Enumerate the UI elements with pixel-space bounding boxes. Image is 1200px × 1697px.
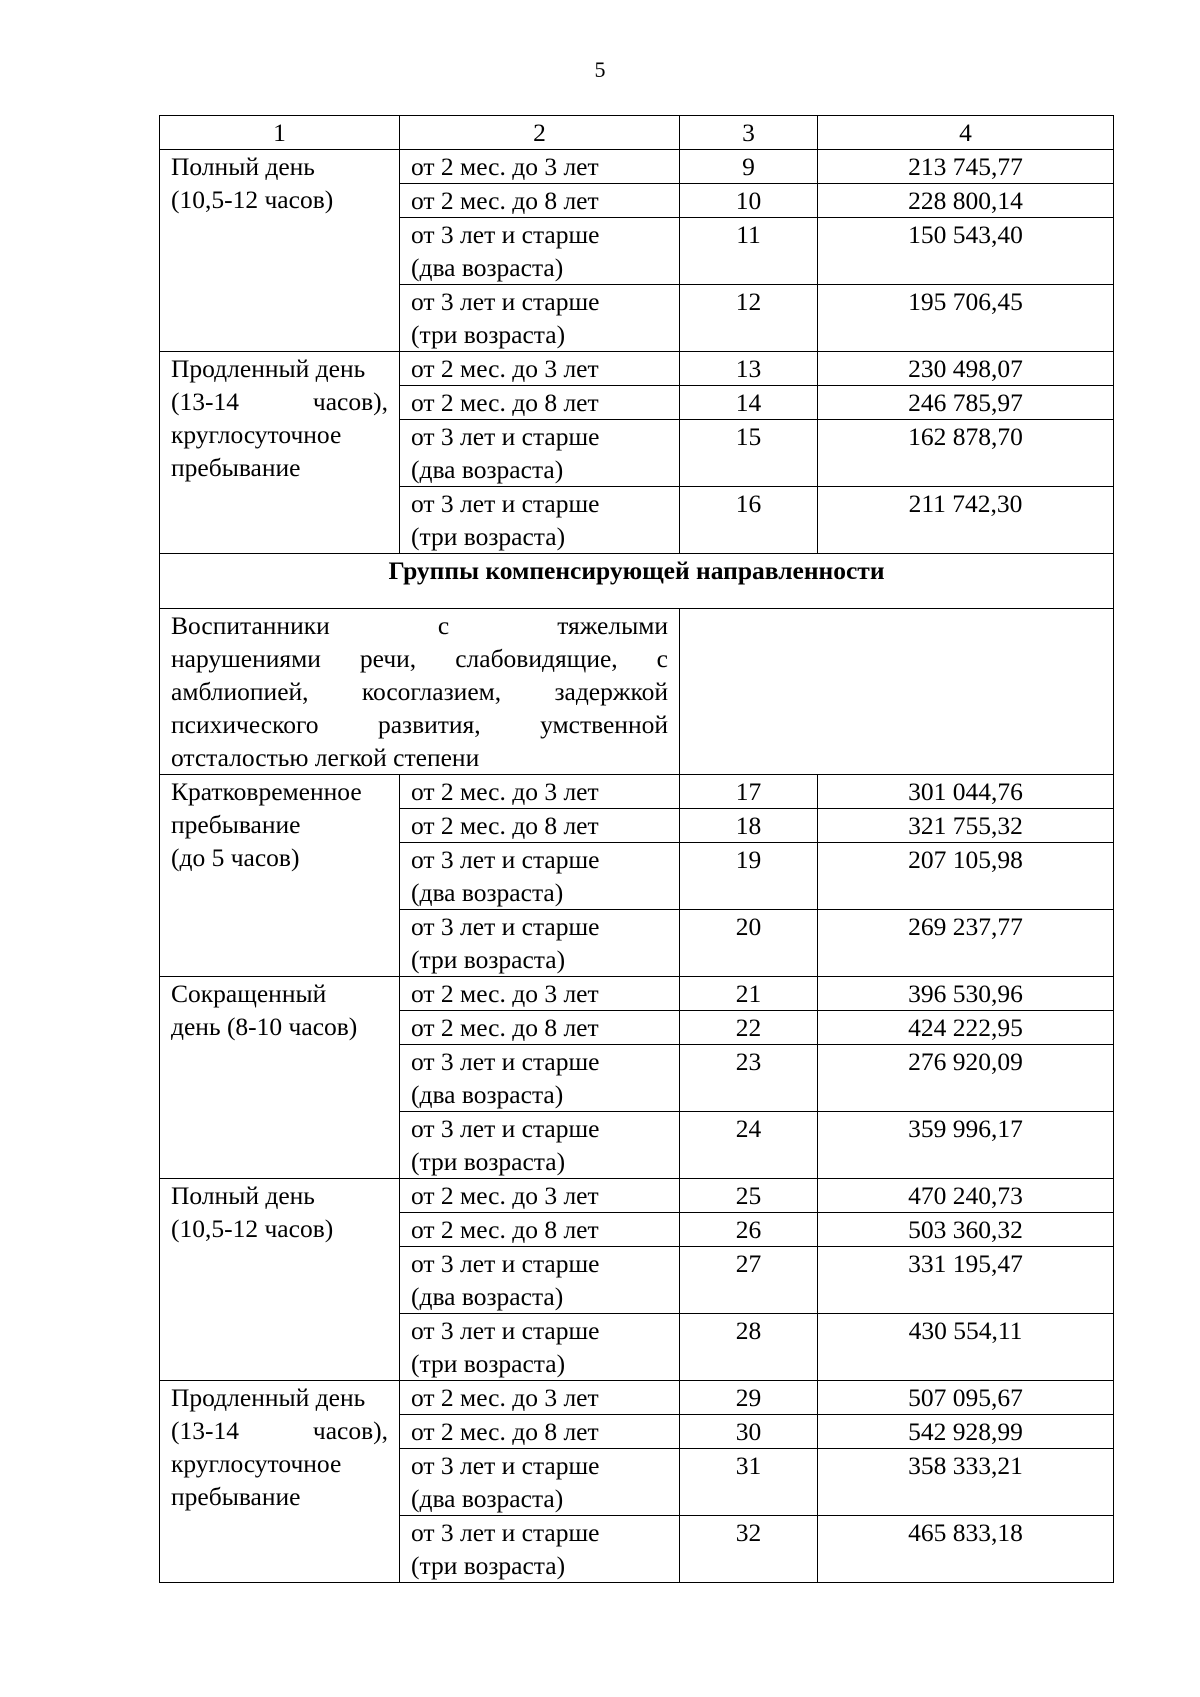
age-text-line: от 3 лет и старше bbox=[411, 845, 600, 874]
cost-value-cell: 424 222,95 bbox=[818, 1011, 1114, 1045]
row-number-cell: 26 bbox=[680, 1213, 818, 1247]
cost-value-cell: 542 928,99 bbox=[818, 1415, 1114, 1449]
mode-label-line: (13-14 часов), bbox=[171, 387, 388, 416]
age-text-line: (три возраста) bbox=[411, 1551, 566, 1580]
age-cell bbox=[400, 1112, 680, 1179]
age-text-line: (три возраста) bbox=[411, 1147, 566, 1176]
age-cell bbox=[400, 1011, 680, 1045]
age-cell bbox=[400, 1449, 680, 1516]
mode-cell bbox=[160, 977, 400, 1179]
age-text-line: (три возраста) bbox=[411, 945, 566, 974]
age-cell bbox=[400, 1213, 680, 1247]
age-text-line: от 2 мес. до 8 лет bbox=[411, 811, 599, 840]
cost-value-cell: 470 240,73 bbox=[818, 1179, 1114, 1213]
age-cell bbox=[400, 386, 680, 420]
age-text-line: (два возраста) bbox=[411, 455, 564, 484]
age-text-line: от 3 лет и старше bbox=[411, 912, 600, 941]
row-number-cell: 23 bbox=[680, 1045, 818, 1112]
row-number-cell: 18 bbox=[680, 809, 818, 843]
column-header-row bbox=[160, 116, 1114, 150]
row-number-cell: 19 bbox=[680, 843, 818, 910]
row-number-cell: 13 bbox=[680, 352, 818, 386]
cost-value-cell: 321 755,32 bbox=[818, 809, 1114, 843]
section-note-row bbox=[160, 609, 1114, 775]
age-text-line: (два возраста) bbox=[411, 1484, 564, 1513]
row-number-cell: 14 bbox=[680, 386, 818, 420]
cost-value-cell: 213 745,77 bbox=[818, 150, 1114, 184]
cost-value-cell: 430 554,11 bbox=[818, 1314, 1114, 1381]
row-number-cell: 25 bbox=[680, 1179, 818, 1213]
age-cell bbox=[400, 977, 680, 1011]
table-body bbox=[160, 116, 1114, 1583]
section-note-cell bbox=[160, 609, 680, 775]
mode-label-line: (до 5 часов) bbox=[171, 843, 300, 872]
age-cell bbox=[400, 910, 680, 977]
age-cell bbox=[400, 1179, 680, 1213]
age-text-line: от 3 лет и старше bbox=[411, 1047, 600, 1076]
age-cell bbox=[400, 285, 680, 352]
age-cell bbox=[400, 352, 680, 386]
age-text-line: от 2 мес. до 8 лет bbox=[411, 1013, 599, 1042]
page-number: 5 bbox=[594, 57, 606, 82]
age-text-line: от 3 лет и старше bbox=[411, 220, 600, 249]
age-text-line: (три возраста) bbox=[411, 522, 566, 551]
row-number-cell: 15 bbox=[680, 420, 818, 487]
section-note-line: нарушениями речи, слабовидящие, с bbox=[171, 644, 668, 673]
cost-value-cell: 230 498,07 bbox=[818, 352, 1114, 386]
age-cell bbox=[400, 1045, 680, 1112]
cost-value-cell: 358 333,21 bbox=[818, 1449, 1114, 1516]
cost-value-cell: 162 878,70 bbox=[818, 420, 1114, 487]
age-text-line: от 2 мес. до 8 лет bbox=[411, 1417, 599, 1446]
age-cell bbox=[400, 1415, 680, 1449]
row-number-cell: 22 bbox=[680, 1011, 818, 1045]
mode-label-line: Сокращенный bbox=[171, 979, 327, 1008]
row-number-cell: 10 bbox=[680, 184, 818, 218]
mode-label-line: (10,5-12 часов) bbox=[171, 1214, 334, 1243]
mode-label-line: Кратковременное bbox=[171, 777, 362, 806]
section-note-line: Воспитанники с тяжелыми bbox=[171, 611, 668, 640]
mode-cell bbox=[160, 150, 400, 352]
mode-label-line: Полный день bbox=[171, 152, 315, 181]
age-text-line: от 2 мес. до 8 лет bbox=[411, 186, 599, 215]
age-cell bbox=[400, 218, 680, 285]
age-cell bbox=[400, 1314, 680, 1381]
column-header: 3 bbox=[680, 116, 818, 150]
table-row bbox=[160, 775, 1114, 809]
cost-value-cell: 228 800,14 bbox=[818, 184, 1114, 218]
mode-cell bbox=[160, 775, 400, 977]
mode-label-line: Продленный день bbox=[171, 1383, 366, 1412]
mode-label-line: пребывание bbox=[171, 810, 301, 839]
table-row bbox=[160, 1179, 1114, 1213]
mode-label-line: круглосуточное bbox=[171, 420, 342, 449]
row-number-cell: 9 bbox=[680, 150, 818, 184]
age-cell bbox=[400, 1247, 680, 1314]
age-text-line: от 2 мес. до 3 лет bbox=[411, 777, 599, 806]
age-text-line: от 2 мес. до 3 лет bbox=[411, 1181, 599, 1210]
age-text-line: от 2 мес. до 3 лет bbox=[411, 979, 599, 1008]
age-text-line: от 3 лет и старше bbox=[411, 287, 600, 316]
age-text-line: от 2 мес. до 3 лет bbox=[411, 354, 599, 383]
age-text-line: (три возраста) bbox=[411, 320, 566, 349]
section-title: Группы компенсирующей направленности bbox=[160, 554, 1114, 609]
age-cell bbox=[400, 487, 680, 554]
mode-label-line: круглосуточное bbox=[171, 1449, 342, 1478]
row-number-cell: 16 bbox=[680, 487, 818, 554]
mode-cell bbox=[160, 1381, 400, 1583]
cost-value-cell: 269 237,77 bbox=[818, 910, 1114, 977]
row-number-cell: 31 bbox=[680, 1449, 818, 1516]
age-cell bbox=[400, 1516, 680, 1583]
age-cell bbox=[400, 775, 680, 809]
cost-value-cell: 396 530,96 bbox=[818, 977, 1114, 1011]
age-cell bbox=[400, 420, 680, 487]
cost-table bbox=[159, 115, 1114, 1583]
row-number-cell: 17 bbox=[680, 775, 818, 809]
age-text-line: от 2 мес. до 8 лет bbox=[411, 388, 599, 417]
table-row bbox=[160, 150, 1114, 184]
age-text-line: от 3 лет и старше bbox=[411, 1451, 600, 1480]
mode-label-line: Продленный день bbox=[171, 354, 366, 383]
cost-value-cell: 195 706,45 bbox=[818, 285, 1114, 352]
age-text-line: от 2 мес. до 8 лет bbox=[411, 1215, 599, 1244]
row-number-cell: 30 bbox=[680, 1415, 818, 1449]
age-cell bbox=[400, 184, 680, 218]
age-text-line: (два возраста) bbox=[411, 878, 564, 907]
age-cell bbox=[400, 150, 680, 184]
cost-value-cell: 465 833,18 bbox=[818, 1516, 1114, 1583]
cost-value-cell: 301 044,76 bbox=[818, 775, 1114, 809]
mode-cell bbox=[160, 1179, 400, 1381]
age-text-line: от 3 лет и старше bbox=[411, 422, 600, 451]
table-row bbox=[160, 352, 1114, 386]
cost-value-cell: 207 105,98 bbox=[818, 843, 1114, 910]
table-row bbox=[160, 1381, 1114, 1415]
age-text-line: от 2 мес. до 3 лет bbox=[411, 152, 599, 181]
age-text-line: (три возраста) bbox=[411, 1349, 566, 1378]
row-number-cell: 20 bbox=[680, 910, 818, 977]
row-number-cell: 28 bbox=[680, 1314, 818, 1381]
cost-value-cell: 331 195,47 bbox=[818, 1247, 1114, 1314]
row-number-cell: 12 bbox=[680, 285, 818, 352]
section-note-line: амблиопией, косоглазием, задержкой bbox=[171, 677, 668, 706]
cost-value-cell: 246 785,97 bbox=[818, 386, 1114, 420]
row-number-cell: 24 bbox=[680, 1112, 818, 1179]
age-text-line: от 3 лет и старше bbox=[411, 1518, 600, 1547]
cost-value-cell: 507 095,67 bbox=[818, 1381, 1114, 1415]
table-row bbox=[160, 977, 1114, 1011]
age-cell bbox=[400, 809, 680, 843]
row-number-cell: 21 bbox=[680, 977, 818, 1011]
age-text-line: (два возраста) bbox=[411, 1080, 564, 1109]
mode-label-line: (10,5-12 часов) bbox=[171, 185, 334, 214]
cost-value-cell: 359 996,17 bbox=[818, 1112, 1114, 1179]
age-cell bbox=[400, 1381, 680, 1415]
column-header: 1 bbox=[160, 116, 400, 150]
section-note-line: психического развития, умственной bbox=[171, 710, 668, 739]
cost-value-cell: 150 543,40 bbox=[818, 218, 1114, 285]
age-text-line: от 3 лет и старше bbox=[411, 1249, 600, 1278]
mode-label-line: пребывание bbox=[171, 1482, 301, 1511]
age-text-line: от 3 лет и старше bbox=[411, 1114, 600, 1143]
cost-value-cell: 211 742,30 bbox=[818, 487, 1114, 554]
mode-label-line: пребывание bbox=[171, 453, 301, 482]
mode-label-line: (13-14 часов), bbox=[171, 1416, 388, 1445]
row-number-cell: 11 bbox=[680, 218, 818, 285]
section-note-line: отсталостью легкой степени bbox=[171, 743, 480, 772]
row-number-cell: 32 bbox=[680, 1516, 818, 1583]
mode-label-line: день (8-10 часов) bbox=[171, 1012, 358, 1041]
column-header: 4 bbox=[818, 116, 1114, 150]
mode-cell bbox=[160, 352, 400, 554]
age-text-line: (два возраста) bbox=[411, 1282, 564, 1311]
cost-value-cell: 276 920,09 bbox=[818, 1045, 1114, 1112]
section-title-row bbox=[160, 554, 1114, 609]
mode-label-line: Полный день bbox=[171, 1181, 315, 1210]
age-text-line: от 3 лет и старше bbox=[411, 489, 600, 518]
row-number-cell: 29 bbox=[680, 1381, 818, 1415]
age-cell bbox=[400, 843, 680, 910]
age-text-line: от 2 мес. до 3 лет bbox=[411, 1383, 599, 1412]
row-number-cell: 27 bbox=[680, 1247, 818, 1314]
column-header: 2 bbox=[400, 116, 680, 150]
cost-value-cell: 503 360,32 bbox=[818, 1213, 1114, 1247]
age-text-line: (два возраста) bbox=[411, 253, 564, 282]
empty-cell bbox=[680, 609, 1114, 775]
age-text-line: от 3 лет и старше bbox=[411, 1316, 600, 1345]
